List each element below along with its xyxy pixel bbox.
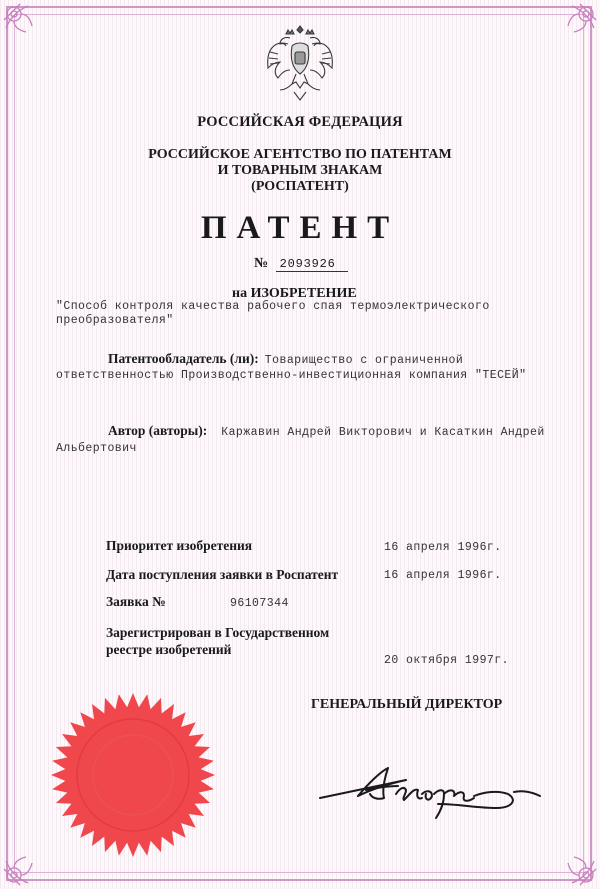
invention-name: "Способ контроля качества рабочего спая термоэлектрического преобразователя" <box>56 300 490 327</box>
director-signature <box>318 764 548 822</box>
corner-ornament-icon <box>564 2 598 36</box>
filing-label: Дата поступления заявки в Роспатент <box>106 567 339 582</box>
corner-ornament-icon <box>2 853 36 887</box>
priority-label: Приоритет изобретения <box>106 538 253 553</box>
agency-line: (РОСПАТЕНТ) <box>251 179 349 194</box>
registered-value: 20 октября 1997г. <box>384 654 509 667</box>
filing-value: 16 апреля 1996г. <box>384 569 502 582</box>
patent-number-row <box>254 256 348 272</box>
document-title: ПАТЕНТ <box>200 210 400 246</box>
double-headed-eagle-icon <box>262 22 338 104</box>
patent-holder <box>56 352 576 383</box>
patent-number: 2093926 <box>276 257 348 272</box>
number-sign: № <box>254 256 269 271</box>
registered-label-line: Зарегистрирован в Государственном <box>106 625 330 640</box>
registered-label-line: реестре изобретений <box>106 642 232 657</box>
agency-name <box>0 147 600 195</box>
registered-label <box>106 624 329 658</box>
agency-line: И ТОВАРНЫМ ЗНАКАМ <box>217 163 383 178</box>
invention-heading: на ИЗОБРЕТЕНИЕ <box>232 286 357 301</box>
holder-label: Патентообладатель (ли): <box>108 351 259 366</box>
priority-value: 16 апреля 1996г. <box>384 541 502 554</box>
director-title: ГЕНЕРАЛЬНЫЙ ДИРЕКТОР <box>311 697 503 712</box>
application-number: 96107344 <box>230 597 289 610</box>
corner-ornament-icon <box>2 2 36 36</box>
red-seal-icon <box>48 690 218 860</box>
application-label: Заявка № <box>106 594 166 609</box>
authors-value: Каржавин Андрей Викторович и Касаткин Андрей Альбертович <box>56 426 545 455</box>
agency-line: РОССИЙСКОЕ АГЕНТСТВО ПО ПАТЕНТАМ <box>148 147 452 162</box>
holder-value: Товарищество с ограниченной ответственностью Производственно-инвестиционная компания "ТЕСЕЙ" <box>56 354 527 382</box>
authors <box>56 423 576 456</box>
authors-label: Автор (авторы): <box>108 423 208 438</box>
country-name: РОССИЙСКАЯ ФЕДЕРАЦИЯ <box>197 114 403 130</box>
corner-ornament-icon <box>564 853 598 887</box>
